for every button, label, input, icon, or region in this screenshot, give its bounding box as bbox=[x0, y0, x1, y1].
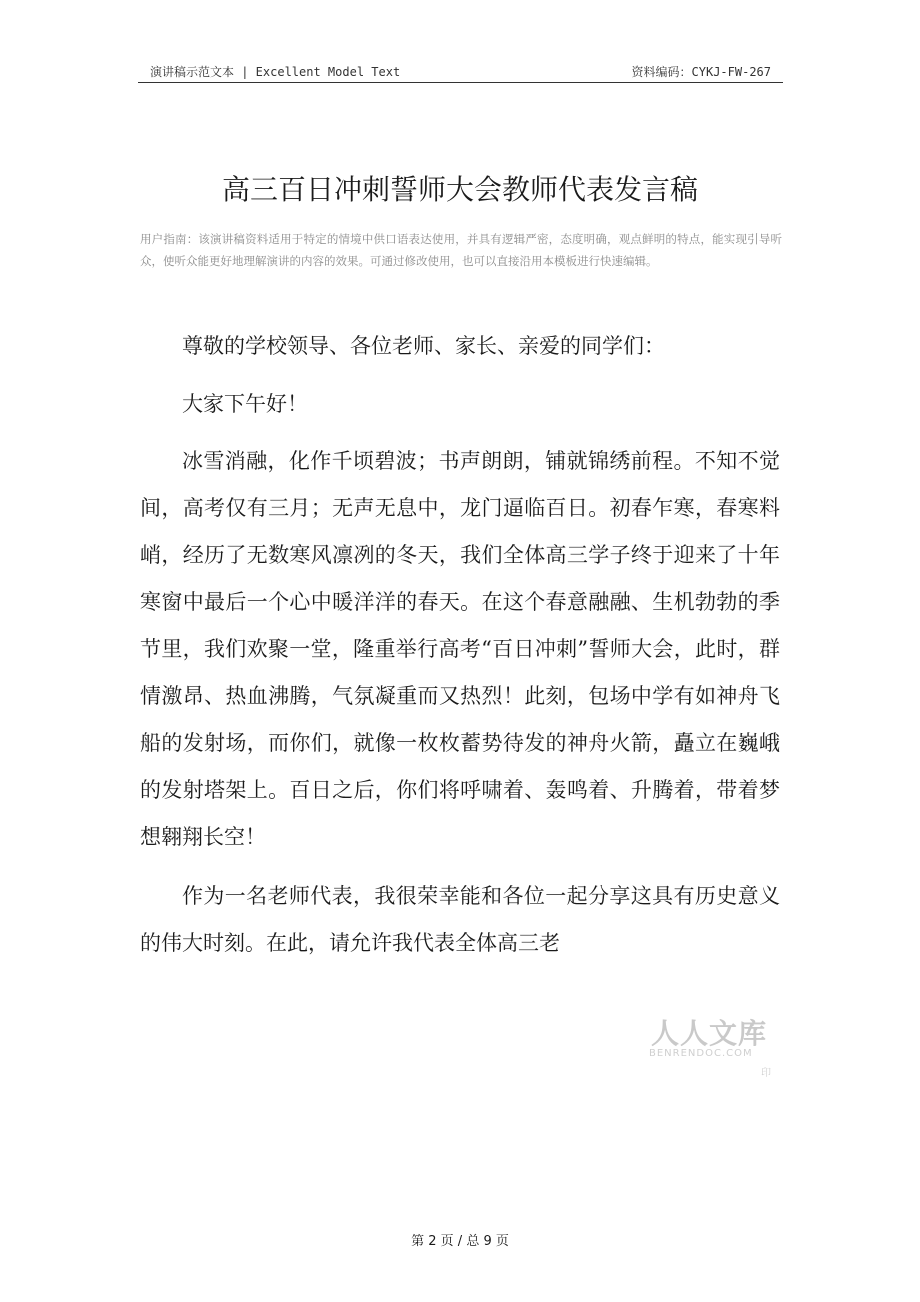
watermark-logo bbox=[645, 1012, 775, 1082]
greeting-paragraph: 大家下午好！ bbox=[182, 392, 308, 416]
header-doc-code: 资料编码：CYKJ-FW-267 bbox=[631, 65, 771, 79]
user-guide-note: 用户指南：该演讲稿资料适用于特定的情境中供口语表达使用，并具有逻辑严密，态度明确，观点鲜明的特点，能实现引导听众，使听众能更好地理解演讲的内容的效果。可通过修改使用，也可以直接沿用本模板进行快速编辑。 bbox=[140, 232, 782, 268]
header-doc-type: 演讲稿示范文本 | Excellent Model Text bbox=[150, 65, 401, 79]
watermark-cn-text: 人人文库 bbox=[651, 1017, 768, 1050]
salutation-paragraph: 尊敬的学校领导、各位老师、家长、亲爱的同学们： bbox=[182, 334, 665, 358]
speech-body bbox=[140, 323, 780, 967]
body-paragraph-2: 作为一名老师代表，我很荣幸能和各位一起分享这具有历史意义的伟大时刻。在此，请允许我代表全体高三老 bbox=[140, 884, 780, 955]
document-title: 高三百日冲刺誓师大会教师代表发言稿 bbox=[221, 173, 698, 206]
page-header bbox=[138, 60, 783, 83]
watermark-en-text: BENRENDOC.COM bbox=[649, 1048, 753, 1059]
page-number-footer: 第 2 页 / 总 9 页 bbox=[411, 1234, 509, 1249]
body-paragraph-1: 冰雪消融，化作千顷碧波；书声朗朗，铺就锦绣前程。不知不觉间，高考仅有三月；无声无息中，龙门逼临百日。初春乍寒，春寒料峭，经历了无数寒风凛冽的冬天，我们全体高三学子终于迎来了十年寒窗中最后一个心中暖洋洋的春天。在这个春意融融、生机勃勃的季节里，我们欢聚一堂，隆重举行高考“百日冲刺”誓师大会，此时，群情激昂、热血沸腾，气氛凝重而又热烈！此刻，包场中学有如神舟飞船的发射场，而你们，就像一枚枚蓄势待发的神舟火箭，矗立在巍峨的发射塔架上。百日之后，你们将呼啸着、轰鸣着、升腾着，带着梦想翱翔长空！ bbox=[140, 449, 780, 849]
watermark-print-mark: 印 bbox=[761, 1068, 771, 1079]
